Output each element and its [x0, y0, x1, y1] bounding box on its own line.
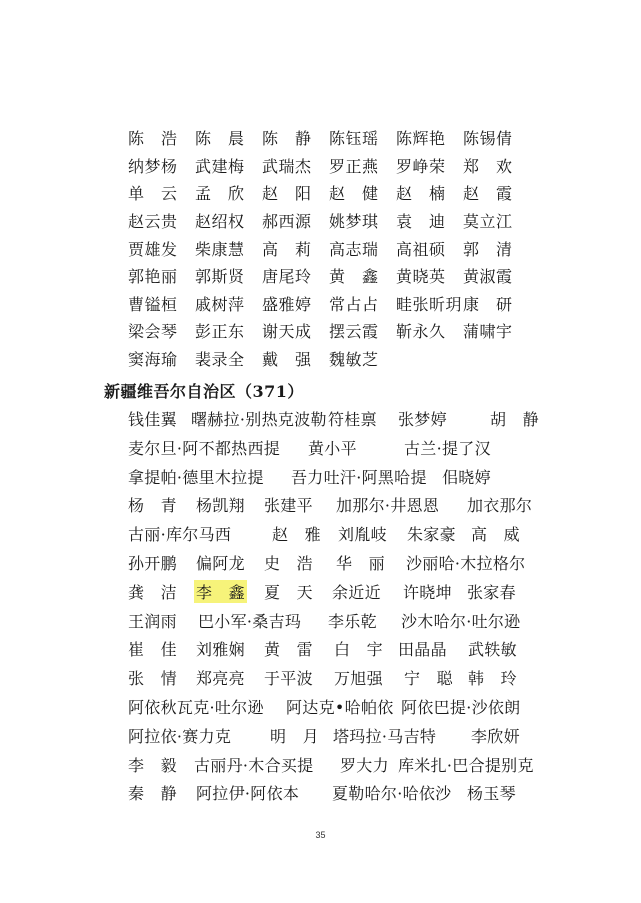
- person-name: 巴小军·桑吉玛: [198, 611, 302, 631]
- person-name: 王润雨: [128, 611, 177, 631]
- person-name: 莫立江: [463, 212, 513, 232]
- person-name: 白 宇: [334, 640, 383, 660]
- person-name: 罗大力: [340, 755, 389, 775]
- person-name: 孙开鹏: [128, 553, 177, 573]
- person-name: 武建梅: [195, 156, 245, 176]
- person-name: 佀晓婷: [442, 467, 491, 487]
- person-name: 彭正东: [195, 322, 245, 342]
- person-name: 阿依巴提·沙依朗: [401, 697, 521, 717]
- person-name: 蒲啸宇: [463, 322, 513, 342]
- name-row: [128, 124, 530, 152]
- person-name: 袁 迪: [396, 212, 446, 232]
- person-name: 张 情: [128, 669, 177, 689]
- person-name: 偏阿龙: [196, 553, 245, 573]
- person-name: 秦 静: [128, 784, 177, 804]
- person-name: 宁 聪: [404, 669, 453, 689]
- person-name: 杨玉琴: [467, 784, 516, 804]
- person-name: 盛雅婷: [262, 294, 312, 314]
- person-name: 靳永久: [396, 322, 446, 342]
- person-name: 崔 佳: [128, 640, 177, 660]
- name-row: [128, 632, 548, 661]
- person-name: 张建平: [264, 496, 313, 516]
- person-name: 阿拉伊·阿依本: [196, 784, 300, 804]
- person-name: 夏 天: [264, 582, 313, 602]
- person-name: 古丽·库尔马西: [128, 525, 232, 545]
- person-name: 沙木哈尔·吐尔逊: [401, 611, 521, 631]
- person-name: 摆云霞: [329, 322, 379, 342]
- name-row: [128, 207, 530, 235]
- person-name: 赵绍权: [195, 212, 245, 232]
- person-name: 孟 欣: [195, 184, 245, 204]
- person-name: 高祖硕: [396, 239, 446, 259]
- name-row: [128, 575, 548, 604]
- person-name: 柴康慧: [195, 239, 245, 259]
- person-name: 赵 雅: [272, 525, 321, 545]
- person-name: 唐尾玲: [262, 267, 312, 287]
- person-name: 李欣妍: [471, 726, 520, 746]
- person-name: 拿提帕·德里木拉提: [128, 467, 264, 487]
- highlighted-person-name: 李 鑫: [194, 580, 247, 603]
- person-name: 魏敏芝: [329, 350, 379, 370]
- person-name: 钱佳翼: [128, 410, 177, 429]
- person-name: 加那尔·井恩恩: [336, 496, 440, 516]
- person-name: 夏勒哈尔·哈依沙: [332, 784, 452, 804]
- person-name: 塔玛拉·马吉特: [333, 726, 437, 746]
- name-row: [128, 431, 548, 460]
- person-name: 郭斯贤: [195, 267, 245, 287]
- person-name: 许晓坤: [403, 582, 452, 602]
- person-name: 赵 阳: [262, 184, 312, 204]
- person-name: 罗正燕: [329, 156, 379, 176]
- person-name: 郭 清: [463, 239, 513, 259]
- name-row: [128, 604, 548, 633]
- person-name: 陈 静: [262, 129, 312, 149]
- person-name: 刘雅娴: [196, 640, 245, 660]
- person-name: 曹镒桓: [128, 294, 178, 314]
- person-name: 阿达克•哈帕依: [286, 697, 394, 717]
- person-name: 武瑞杰: [262, 156, 312, 176]
- person-name: 杨 青: [128, 496, 177, 516]
- person-name: 龚 洁: [128, 582, 177, 602]
- name-row: [128, 748, 548, 777]
- person-name: 明 月: [270, 726, 319, 746]
- name-row: [128, 776, 548, 805]
- person-name: 郝西源: [262, 212, 312, 232]
- person-name: 黄小平: [308, 438, 357, 458]
- person-name: 高志瑞: [329, 239, 379, 259]
- person-name: 库米扎·巴合提别克: [398, 755, 534, 775]
- person-name: 黄淑霞: [463, 267, 513, 287]
- person-name: 罗峥荣: [396, 156, 446, 176]
- person-name: 黄 鑫: [329, 267, 379, 287]
- name-row: [128, 690, 548, 719]
- name-row: [128, 262, 530, 290]
- page-number: 35: [315, 830, 326, 840]
- person-name: 窦海瑜: [128, 350, 178, 370]
- person-name: 田晶晶: [398, 640, 447, 660]
- person-name: 麦尔旦·阿不都热西提: [128, 438, 281, 458]
- section-heading: 新疆维吾尔自治区（371）: [104, 382, 304, 401]
- name-row: [128, 546, 548, 575]
- name-list-xinjiang: [128, 402, 548, 805]
- person-name: 康 研: [463, 294, 513, 314]
- person-name: 单 云: [128, 184, 178, 204]
- person-name: 万旭强: [334, 669, 383, 689]
- person-name: 胡 静: [490, 410, 539, 429]
- name-row: [128, 661, 548, 690]
- name-row: [128, 152, 530, 180]
- person-name: 赵 健: [329, 184, 379, 204]
- person-name: 李乐乾: [328, 611, 377, 631]
- person-name: 戚树萍: [195, 294, 245, 314]
- person-name: 戴 强: [262, 350, 312, 370]
- name-row: [128, 402, 548, 431]
- person-name: 古丽丹·木合买提: [194, 755, 314, 775]
- person-name: 黄晓英: [396, 267, 446, 287]
- person-name: 符桂禀: [328, 410, 377, 429]
- person-name: 陈锡倩: [463, 129, 513, 149]
- name-row: [128, 179, 530, 207]
- person-name: 古兰·提了汉: [404, 438, 491, 458]
- person-name: 常占占: [329, 294, 379, 314]
- person-name: 赵 霞: [463, 184, 513, 204]
- name-row: [128, 345, 530, 373]
- name-row: [128, 719, 548, 748]
- person-name: 梁会琴: [128, 322, 178, 342]
- person-name: 刘胤岐: [338, 525, 387, 545]
- person-name: 陈 浩: [128, 129, 178, 149]
- person-name: 赵云贵: [128, 212, 178, 232]
- person-name: 裴录全: [195, 350, 245, 370]
- name-grid: [128, 124, 530, 372]
- person-name: 陈钰瑶: [329, 129, 379, 149]
- person-name: 阿拉依·赛力克: [128, 726, 232, 746]
- person-name: 谢天成: [262, 322, 312, 342]
- person-name: 吾力吐汗·阿黑哈提: [291, 467, 427, 487]
- person-name: 纳梦杨: [128, 156, 178, 176]
- person-name: 陈 晨: [195, 129, 245, 149]
- person-name: 郑亮亮: [196, 669, 245, 689]
- person-name: 黄 雷: [264, 640, 313, 660]
- name-row: [128, 317, 530, 345]
- name-row: [128, 460, 548, 489]
- person-name: 李 毅: [128, 755, 177, 775]
- name-row: [128, 290, 530, 318]
- person-name: 张梦婷: [398, 410, 447, 429]
- person-name: 郑 欢: [463, 156, 513, 176]
- person-name: 华 丽: [336, 553, 385, 573]
- person-name: 高 莉: [262, 239, 312, 259]
- person-name: 沙丽哈·木拉格尔: [406, 553, 526, 573]
- person-name: 史 浩: [264, 553, 313, 573]
- name-row: [128, 234, 530, 262]
- person-name: 贾雄发: [128, 239, 178, 259]
- person-name: 陈辉艳: [396, 129, 446, 149]
- person-name: 曙赫拉·别热克波勒: [191, 410, 327, 429]
- person-name: 姚梦琪: [329, 212, 379, 232]
- person-name: 武轶敏: [468, 640, 517, 660]
- person-name: 阿依秋瓦克·吐尔逊: [128, 697, 264, 717]
- name-row: [128, 488, 548, 517]
- person-name: 加衣那尔: [467, 496, 533, 516]
- person-name: 余近近: [332, 582, 381, 602]
- person-name: 韩 玲: [468, 669, 517, 689]
- person-name: 朱家豪: [407, 525, 456, 545]
- person-name: 郭艳丽: [128, 267, 178, 287]
- person-name: 畦张昕玥: [396, 294, 463, 314]
- person-name: 高 威: [471, 525, 520, 545]
- person-name: 赵 楠: [396, 184, 446, 204]
- person-name: 杨凯翔: [196, 496, 245, 516]
- name-row: [128, 517, 548, 546]
- person-name: 张家春: [467, 582, 516, 602]
- person-name: 于平波: [264, 669, 313, 689]
